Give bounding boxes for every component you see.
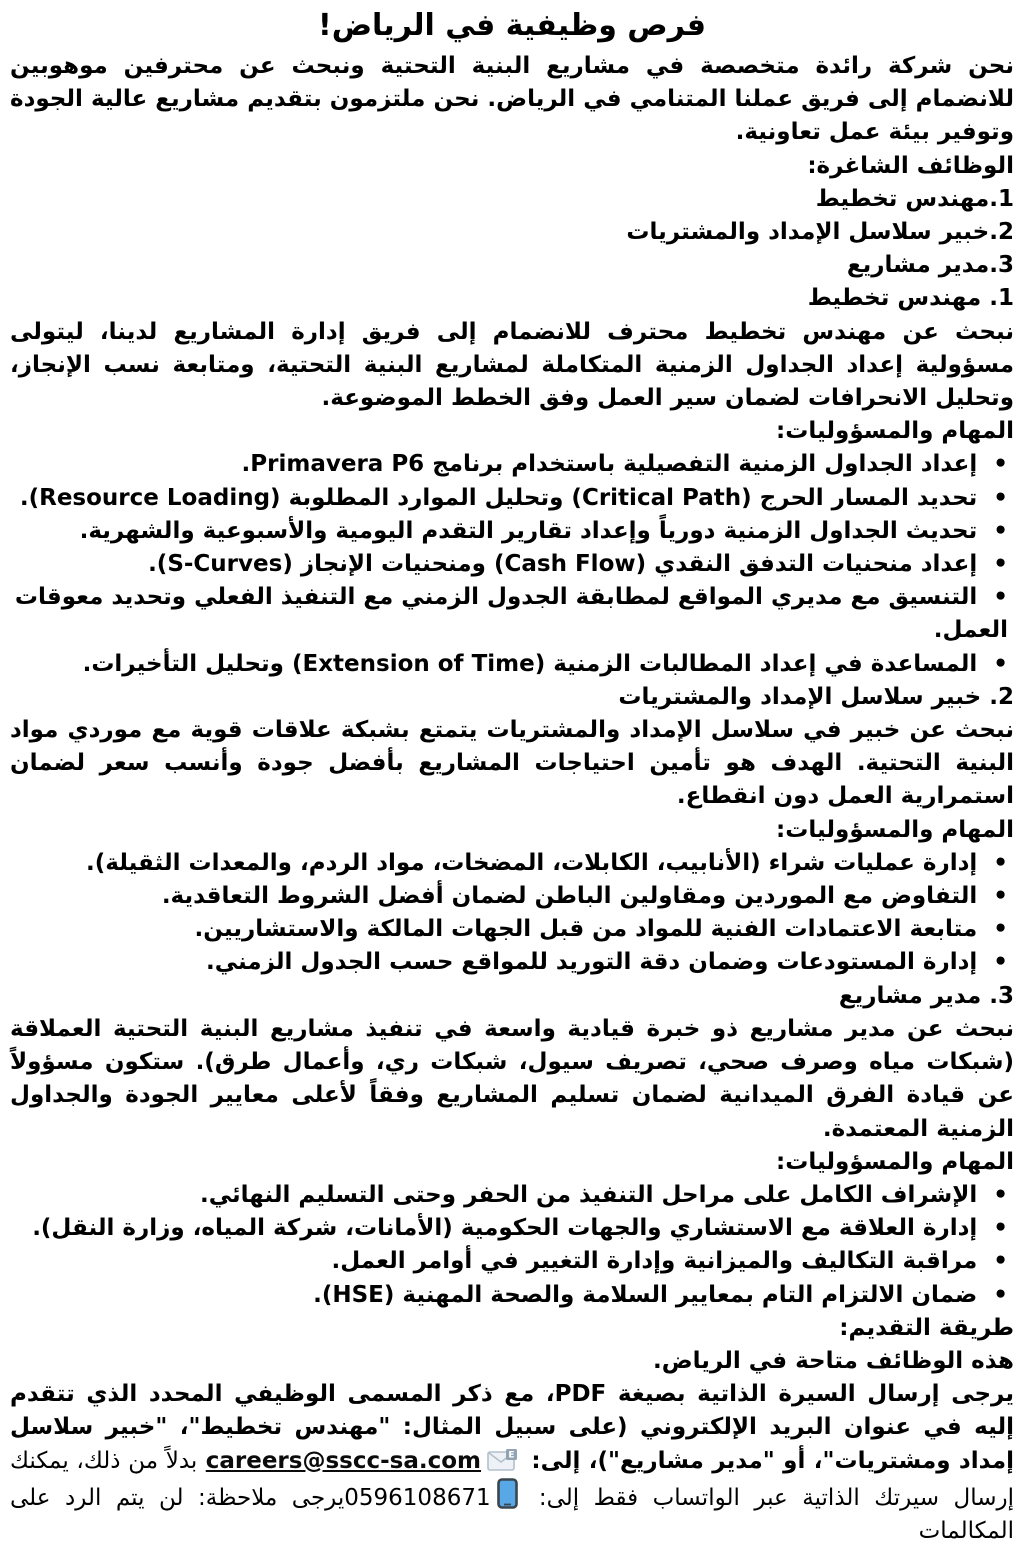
instructions-text: يرجى إرسال السيرة الذاتية بصيغة PDF، مع ذكر المسمى الوظيفي المحدد الذي تتقدم إليه في عنوان البريد الإلكتروني (على سبيل المثال: "مهندس تخطيط"، "خبير سلاسل إمداد ومشتريات"، أو "مدير مشاريع")، إلى: xyxy=(10,1381,1014,1474)
task-item: • المساعدة في إعداد المطالبات الزمنية (Extension of Time) وتحليل التأخيرات. xyxy=(10,648,1014,681)
task-list xyxy=(10,448,1014,680)
section-description: نبحث عن مدير مشاريع ذو خبرة قيادية واسعة في تنفيذ مشاريع البنية التحتية العملاقة (شبكات مياه وصرف صحي، تصريف سيول، شبكات ري، وأعمال طرق). ستكون مسؤولاً عن قيادة الفرق الميدانية لضمان تسليم المشاريع وفقاً لأعلى معايير الجودة والجداول الزمنية المعتمدة. xyxy=(10,1015,1014,1142)
apply-heading: طريقة التقديم: xyxy=(839,1314,1014,1341)
section-description: نبحث عن خبير في سلاسل الإمداد والمشتريات يتمتع بشبكة علاقات قوية مع موردي مواد البنية التحتية. الهدف هو تأمين احتياجات المشاريع بأفضل جودة وأنسب سعر لضمان استمرارية العمل دون انقطاع. xyxy=(10,717,1014,810)
task-item: • إعداد منحنيات التدفق النقدي (Cash Flow) ومنحنيات الإنجاز (S-Curves). xyxy=(10,548,1014,581)
section-heading-supply-chain-expert: 2. خبير سلاسل الإمداد والمشتريات xyxy=(618,683,1014,710)
task-item: • ضمان الالتزام التام بمعايير السلامة والصحة المهنية (HSE). xyxy=(10,1279,1014,1312)
email-link[interactable]: careers@sscc-sa.com xyxy=(205,1447,482,1474)
tasks-label: المهام والمسؤوليات: xyxy=(776,418,1014,445)
email-envelope-icon xyxy=(487,1449,517,1472)
task-item: • الإشراف الكامل على مراحل التنفيذ من الحفر وحتى التسليم النهائي. xyxy=(10,1179,1014,1212)
task-item: • تحديد المسار الحرج (Critical Path) وتحليل الموارد المطلوبة (Resource Loading). xyxy=(10,482,1014,515)
task-list xyxy=(10,1179,1014,1312)
section-description: نبحث عن مهندس تخطيط محترف للانضمام إلى فريق إدارة المشاريع لدينا، ليتولى مسؤولية إعداد الجداول الزمنية المتكاملة لمشاريع البنية التحتية، ومتابعة نسب الإنجاز، وتحليل الانحرافات لضمان سير العمل وفق الخطط الموضوعة. xyxy=(10,318,1014,412)
application-instructions xyxy=(10,1378,1014,1548)
page-title: فرص وظيفية في الرياض! xyxy=(318,8,706,43)
task-item: • تحديث الجداول الزمنية دورياً وإعداد تقارير التقدم اليومية والأسبوعية والشهرية. xyxy=(10,515,1014,548)
vacancy-item: 3.مدير مشاريع xyxy=(846,252,1014,279)
task-list xyxy=(10,847,1014,980)
vacancies-label: الوظائف الشاغرة: xyxy=(807,152,1014,179)
location-note: هذه الوظائف متاحة في الرياض. xyxy=(652,1347,1014,1374)
task-item: • التفاوض مع الموردين ومقاولين الباطن لضمان أفضل الشروط التعاقدية. xyxy=(10,880,1014,913)
intro-paragraph: نحن شركة رائدة متخصصة في مشاريع البنية التحتية ونبحث عن محترفين موهوبين للانضمام إلى فريق عملنا المتنامي في الرياض. نحن ملتزمون بتقديم مشاريع عالية الجودة وتوفير بيئة عمل تعاونية. xyxy=(10,53,1014,146)
tasks-label: المهام والمسؤوليات: xyxy=(776,1148,1014,1175)
alternative-text: بدلاً من ذلك، يمكنك إرسال سيرتك الذاتية عبر الواتساب فقط إلى: xyxy=(10,1447,1014,1511)
task-item: • إعداد الجداول الزمنية التفصيلية باستخدام برنامج Primavera P6. xyxy=(10,448,1014,481)
no-calls-note: يرجى ملاحظة: لن يتم الرد على المكالمات xyxy=(10,1484,1014,1544)
task-item: • متابعة الاعتمادات الفنية للمواد من قبل الجهات المالكة والاستشاريين. xyxy=(10,913,1014,946)
mobile-phone-icon xyxy=(497,1478,518,1509)
task-item: • إدارة عمليات شراء (الأنابيب، الكابلات، المضخات، مواد الردم، والمعدات الثقيلة). xyxy=(10,847,1014,880)
task-item: • إدارة العلاقة مع الاستشاري والجهات الحكومية (الأمانات، شركة المياه، وزارة النقل). xyxy=(10,1212,1014,1245)
section-heading-project-manager: 3. مدير مشاريع xyxy=(838,982,1014,1009)
task-item: • إدارة المستودعات وضمان دقة التوريد للمواقع حسب الجدول الزمني. xyxy=(10,946,1014,979)
vacancy-item: 2.خبير سلاسل الإمداد والمشتريات xyxy=(626,219,1014,246)
task-item: • مراقبة التكاليف والميزانية وإدارة التغيير في أوامر العمل. xyxy=(10,1245,1014,1278)
section-heading-planning-engineer: 1. مهندس تخطيط xyxy=(807,285,1014,312)
tasks-label: المهام والمسؤوليات: xyxy=(776,816,1014,843)
phone-number: 0596108671 xyxy=(344,1484,491,1511)
email-badge-letter: E xyxy=(508,1450,515,1461)
vacancy-item: 1.مهندس تخطيط xyxy=(815,185,1014,212)
task-item: • التنسيق مع مديري المواقع لمطابقة الجدول الزمني مع التنفيذ الفعلي وتحديد معوقات العمل. xyxy=(10,581,1014,647)
